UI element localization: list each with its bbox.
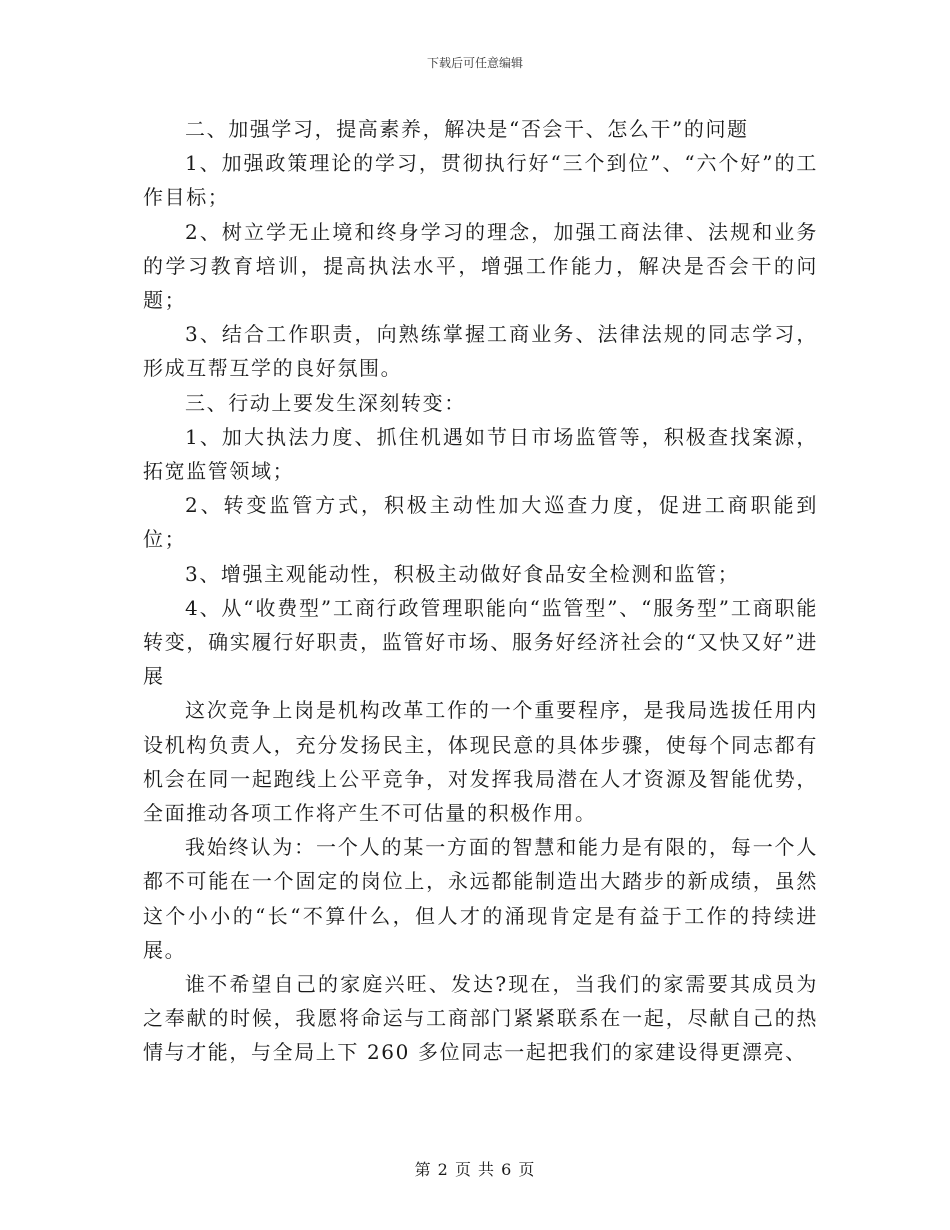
paragraph-item: 1、加强政策理论的学习，贯彻执行好“三个到位”、“六个好”的工作目标； [143,151,818,210]
page-number: 第 2 页 共 6 页 [414,1160,536,1179]
paragraph-item: 3、增强主观能动性，积极主动做好食品安全检测和监管； [185,561,740,586]
document-body [143,112,818,1070]
paragraph-item: 3、结合工作职责，向熟练掌握工商业务、法律法规的同志学习，形成互帮互学的良好氛围。 [143,322,818,381]
paragraph-body: 谁不希望自己的家庭兴旺、发达?现在，当我们的家需要其成员为之奉献的时候，我愿将命运与工商部门紧紧联系在一起，尽献自己的热情与才能，与全局上下 260 多位同志一起把我们的家建设得更漂亮、 [143,972,818,1065]
paragraph-item: 1、加大执法力度、抓住机遇如节日市场监管等，积极查找案源，拓宽监管领域； [143,424,818,484]
paragraph-item: 2、树立学无止境和终身学习的理念，加强工商法律、法规和业务的学习教育培训，提高执法水平，增强工作能力，解决是否会干的问题； [143,219,818,313]
paragraph-body: 我始终认为：一个人的某一方面的智慧和能力是有限的，每一个人都不可能在一个固定的岗位上，永远都能制造出大踏步的新成绩，虽然这个小小的“长“不算什么，但人才的涌现肯定是有益于工作的持续进展。 [143,835,818,962]
paragraph-body: 这次竞争上岗是机构改革工作的一个重要程序，是我局选拔任用内设机构负责人，充分发扬民主，体现民意的具体步骤，使每个同志都有机会在同一起跑线上公平竞争，对发挥我局潜在人才资源及智能优势，全面推动各项工作将产生不可估量的积极作用。 [143,698,818,826]
header-note: 下载后可任意编辑 [426,56,523,70]
paragraph-item: 4、从“收费型”工商行政管理职能向“监管型”、“服务型”工商职能转变，确实履行好职责，监管好市场、服务好经济社会的“又快又好”进展 [143,595,818,689]
paragraph-section-three-heading: 三、行动上要发生深刻转变： [185,390,466,415]
paragraph-item: 2、转变监管方式，积极主动性加大巡查力度，促进工商职能到位； [143,493,818,552]
paragraph-section-two-heading: 二、加强学习，提高素养，解决是“否会干、怎么干”的问题 [185,117,749,141]
